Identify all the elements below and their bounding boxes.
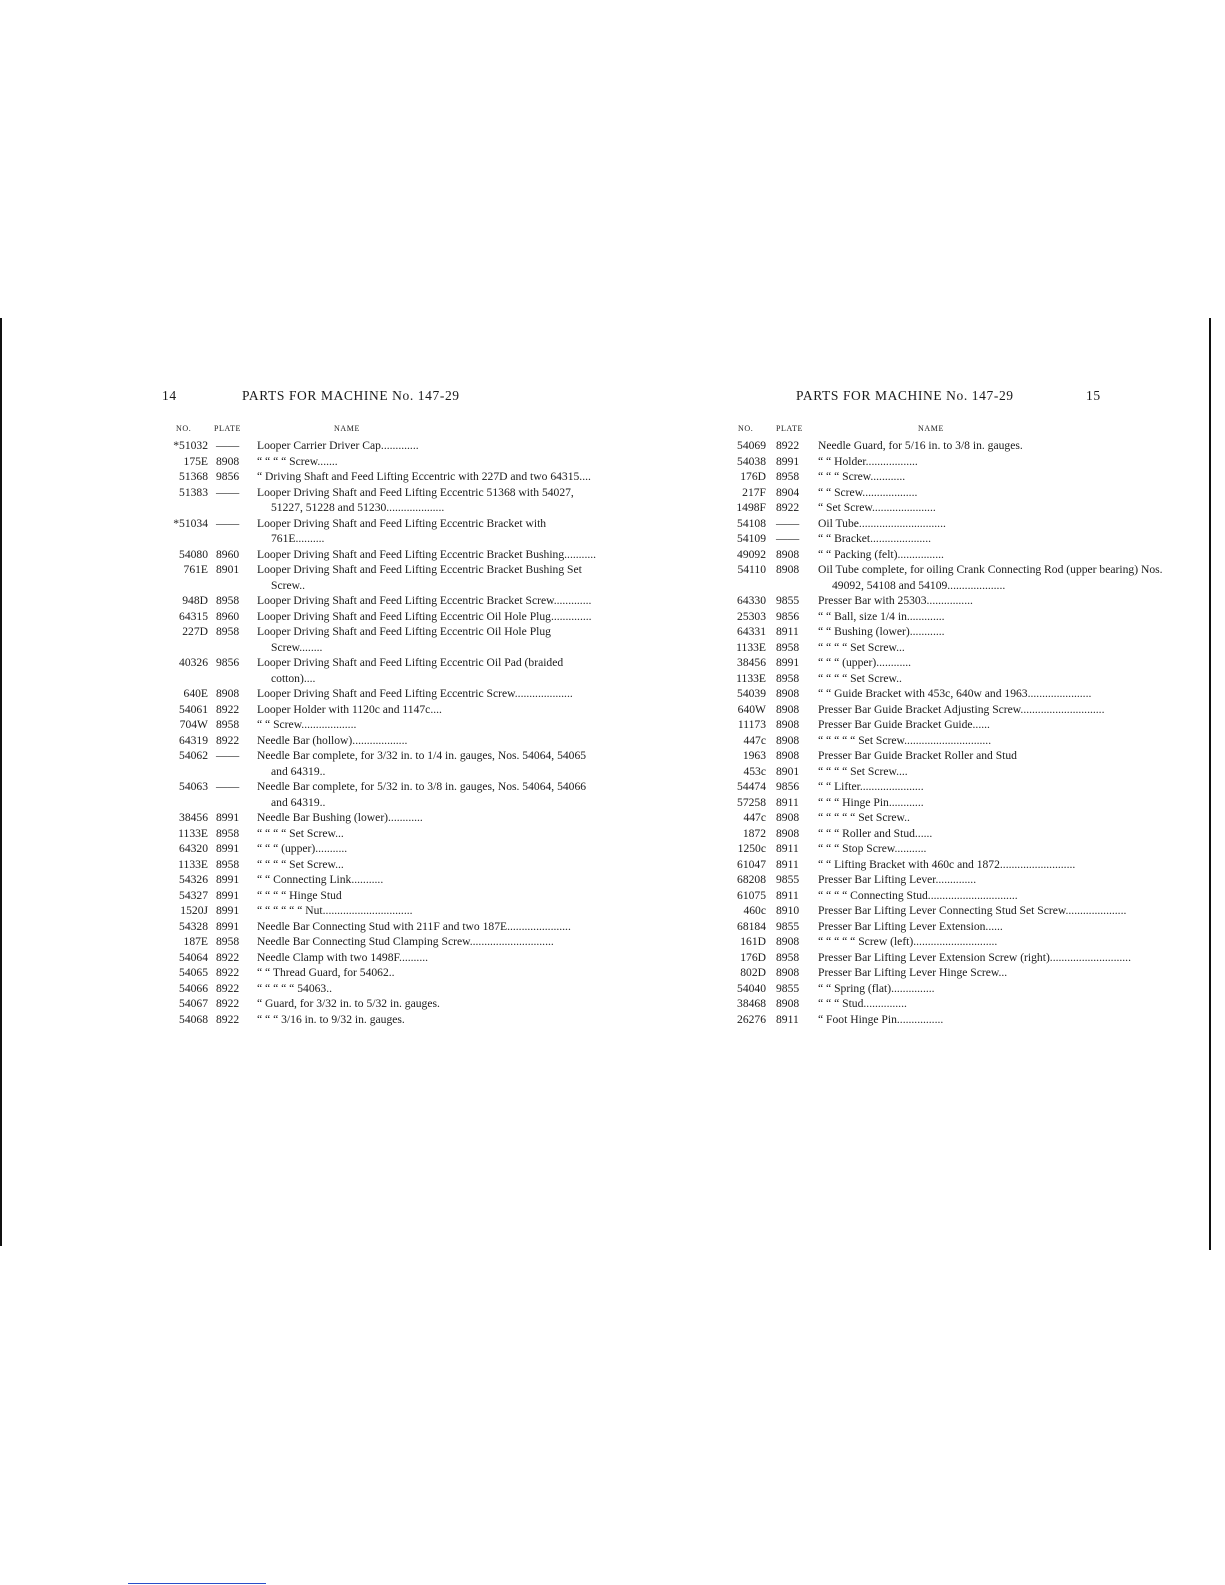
plate-number: 8958 xyxy=(216,718,240,731)
part-name: “ “ “ (upper)............ xyxy=(818,656,912,669)
plate-number: 8911 xyxy=(776,1012,799,1026)
plate-number: 8991 xyxy=(216,888,240,902)
part-name: “ “ “ “ Connecting Stud............................... xyxy=(818,888,1018,902)
table-row xyxy=(732,810,1172,826)
plate-number: 8911 xyxy=(776,857,799,871)
plate-number: 8991 xyxy=(216,873,240,886)
part-name: Presser Bar Lifting Lever.............. xyxy=(818,873,977,886)
part-name: “ “ “ “ “ “ Nut............................... xyxy=(257,904,413,917)
plate-number: 8908 xyxy=(776,935,800,948)
table-row xyxy=(732,516,1172,532)
table-row xyxy=(732,872,1172,888)
part-number: 54474 xyxy=(737,780,766,793)
column-header-plate: PLATE xyxy=(214,424,241,433)
plate-number: 8991 xyxy=(216,904,240,917)
table-row xyxy=(162,841,602,857)
part-name: Needle Bar Connecting Stud Clamping Screw............................. xyxy=(257,935,554,948)
part-number: 1498F xyxy=(736,501,766,514)
table-row xyxy=(162,903,602,919)
table-row xyxy=(732,965,1172,981)
part-number: 640E xyxy=(183,687,208,700)
table-row xyxy=(162,950,602,966)
part-number: 54038 xyxy=(737,454,766,468)
plate-number: 8922 xyxy=(216,997,240,1010)
plate-number: 8958 xyxy=(216,826,240,840)
part-number: 51368 xyxy=(179,470,208,483)
table-row xyxy=(732,779,1172,795)
part-name: Looper Driving Shaft and Feed Lifting Eccentric Oil Pad (braided cotton).... xyxy=(257,656,564,685)
part-name: “ Driving Shaft and Feed Lifting Eccentric with 227D and two 64315.... xyxy=(257,470,591,483)
part-name: Looper Holder with 1120c and 1147c.... xyxy=(257,702,442,716)
part-number: 51383 xyxy=(179,485,208,499)
table-row xyxy=(732,531,1172,547)
part-number: 176D xyxy=(740,470,766,483)
part-number: 54067 xyxy=(179,997,208,1010)
part-name: Needle Bar complete, for 3/32 in. to 1/4 in. gauges, Nos. 54064, 54065 and 64319.. xyxy=(257,749,587,778)
part-name: Looper Carrier Driver Cap............. xyxy=(257,439,419,452)
part-name: “ “ “ “ Hinge Stud xyxy=(257,888,342,902)
part-name: “ “ Packing (felt)................ xyxy=(818,547,944,561)
part-number: 54065 xyxy=(179,966,208,979)
plate-number: —— xyxy=(216,485,240,499)
part-number: 64331 xyxy=(737,625,766,638)
plate-number: 8958 xyxy=(216,594,240,607)
table-row xyxy=(162,686,602,702)
plate-number: —— xyxy=(216,749,240,762)
part-number: 54326 xyxy=(179,873,208,886)
part-number: 802D xyxy=(740,966,766,979)
part-name: Looper Driving Shaft and Feed Lifting Eccentric Bracket Bushing Set Screw.. xyxy=(257,563,582,592)
plate-number: 8958 xyxy=(216,857,240,871)
table-row xyxy=(162,857,602,873)
table-row xyxy=(732,934,1172,950)
part-name: “ “ Screw................... xyxy=(257,718,357,731)
plate-number: 8960 xyxy=(216,609,240,623)
plate-number: 9856 xyxy=(216,656,240,669)
part-number: 54063 xyxy=(179,780,208,793)
part-number: 1133E xyxy=(736,671,766,685)
part-number: 54068 xyxy=(179,1012,208,1026)
part-name: Looper Driving Shaft and Feed Lifting Eccentric Bracket with 761E.......... xyxy=(257,516,547,545)
plate-number: 8922 xyxy=(776,501,800,514)
plate-number: 8911 xyxy=(776,888,799,902)
part-name: “ “ “ Stud............... xyxy=(818,997,907,1010)
table-row xyxy=(732,485,1172,501)
table-row xyxy=(162,733,602,749)
part-number: 54328 xyxy=(179,919,208,933)
part-name: “ “ Guide Bracket with 453c, 640w and 1963...................... xyxy=(818,687,1092,700)
table-row xyxy=(162,469,602,485)
plate-number: 8922 xyxy=(216,733,240,747)
table-row xyxy=(162,516,602,547)
part-name: “ “ Spring (flat)............... xyxy=(818,981,935,995)
part-number: 54064 xyxy=(179,950,208,964)
table-row xyxy=(732,686,1172,702)
plate-number: 8908 xyxy=(776,733,800,747)
table-row xyxy=(162,593,602,609)
table-row xyxy=(162,609,602,625)
part-number: 54109 xyxy=(737,532,766,545)
table-row xyxy=(162,624,602,655)
table-row xyxy=(162,965,602,981)
part-name: Looper Driving Shaft and Feed Lifting Eccentric Oil Hole Plug.............. xyxy=(257,609,592,623)
part-number: 1872 xyxy=(742,826,766,840)
plate-number: 8991 xyxy=(776,454,800,468)
part-number: 187E xyxy=(183,935,208,948)
right-page xyxy=(732,388,1172,1027)
part-name: “ “ Lifter...................... xyxy=(818,780,924,793)
plate-number: 8922 xyxy=(216,981,240,995)
part-name: “ Guard, for 3/32 in. to 5/32 in. gauges. xyxy=(257,997,440,1010)
part-number: 640W xyxy=(737,702,766,716)
part-name: “ “ “ “ Set Screw... xyxy=(257,826,344,840)
part-name: Looper Driving Shaft and Feed Lifting Eccentric 51368 with 54027, 51227, 51228 and 51230.................... xyxy=(257,485,574,514)
plate-number: 8958 xyxy=(776,950,800,964)
plate-number: 8908 xyxy=(776,687,800,700)
part-name: Presser Bar Lifting Lever Connecting Stud Set Screw..................... xyxy=(818,904,1127,917)
table-row xyxy=(162,810,602,826)
page-number: 15 xyxy=(1086,388,1101,403)
plate-number: 9855 xyxy=(776,594,800,607)
part-name: “ “ “ “ Screw....... xyxy=(257,454,338,468)
table-row xyxy=(732,438,1172,454)
part-name: Oil Tube.............................. xyxy=(818,516,946,530)
table-row xyxy=(732,733,1172,749)
part-number: 54069 xyxy=(737,439,766,452)
part-name: Presser Bar Lifting Lever Extension...... xyxy=(818,919,1003,933)
plate-number: 8908 xyxy=(776,966,800,979)
scan-edge-top-left xyxy=(0,318,2,1246)
table-row xyxy=(162,702,602,718)
part-number: 38468 xyxy=(737,997,766,1010)
plate-number: 8958 xyxy=(776,671,800,685)
scan-edge-bottom xyxy=(128,1583,266,1584)
plate-number: —— xyxy=(216,516,240,530)
part-number: 38456 xyxy=(179,811,208,824)
part-number: 460c xyxy=(743,904,766,917)
table-row xyxy=(162,547,602,563)
table-row xyxy=(732,795,1172,811)
plate-number: 8922 xyxy=(216,702,240,716)
part-name: Looper Driving Shaft and Feed Lifting Eccentric Oil Hole Plug Screw........ xyxy=(257,625,551,654)
plate-number: 8922 xyxy=(216,966,240,979)
table-row xyxy=(732,593,1172,609)
page-title: PARTS FOR MACHINE No. 147-29 xyxy=(242,388,460,403)
table-row xyxy=(162,485,602,516)
table-row xyxy=(732,624,1172,640)
column-header-no: NO. xyxy=(176,424,192,433)
table-row xyxy=(162,438,602,454)
part-number: 61047 xyxy=(737,857,766,871)
table-row xyxy=(732,655,1172,671)
plate-number: 8908 xyxy=(776,547,800,561)
table-row xyxy=(162,1012,602,1028)
column-header-plate: PLATE xyxy=(776,424,803,433)
part-name: “ “ “ “ Set Screw.... xyxy=(818,764,908,778)
part-number: 54108 xyxy=(737,516,766,530)
plate-number: 8908 xyxy=(776,749,800,762)
plate-number: —— xyxy=(216,439,240,452)
part-number: 447c xyxy=(743,733,766,747)
column-headers xyxy=(732,424,1172,438)
part-name: “ “ Connecting Link........... xyxy=(257,873,384,886)
part-number: 57258 xyxy=(737,795,766,809)
part-number: 64315 xyxy=(179,609,208,623)
part-number: 227D xyxy=(182,625,208,638)
part-name: “ “ Holder.................. xyxy=(818,454,918,468)
scan-edge-right xyxy=(1209,318,1211,1250)
part-number: 61075 xyxy=(737,888,766,902)
table-row xyxy=(732,609,1172,625)
plate-number: 8908 xyxy=(216,454,240,468)
part-name: Needle Clamp with two 1498F.......... xyxy=(257,950,429,964)
table-row xyxy=(162,888,602,904)
part-number: 948D xyxy=(182,594,208,607)
table-row xyxy=(732,903,1172,919)
table-row xyxy=(162,562,602,593)
part-number: 175E xyxy=(183,454,208,468)
part-number: 25303 xyxy=(737,609,766,623)
plate-number: 8960 xyxy=(216,547,240,561)
part-name: “ “ “ Screw............ xyxy=(818,470,906,483)
part-name: “ Foot Hinge Pin................ xyxy=(818,1012,944,1026)
part-name: Looper Driving Shaft and Feed Lifting Eccentric Bracket Bushing........... xyxy=(257,547,597,561)
plate-number: 8908 xyxy=(776,563,800,576)
part-number: 217F xyxy=(742,485,766,499)
table-row xyxy=(732,748,1172,764)
table-row xyxy=(162,748,602,779)
part-name: Looper Driving Shaft and Feed Lifting Eccentric Screw.................... xyxy=(257,687,573,700)
plate-number: —— xyxy=(776,516,800,530)
table-row xyxy=(732,640,1172,656)
table-row xyxy=(162,655,602,686)
plate-number: 8911 xyxy=(776,842,799,855)
part-name: Presser Bar Guide Bracket Adjusting Screw............................. xyxy=(818,702,1105,716)
page-number: 14 xyxy=(162,388,177,403)
part-name: “ “ “ “ Set Screw... xyxy=(257,857,344,871)
table-row xyxy=(162,872,602,888)
table-row xyxy=(732,500,1172,516)
part-name: “ “ “ Hinge Pin............ xyxy=(818,795,924,809)
part-number: 49092 xyxy=(737,547,766,561)
part-name: Needle Bar Connecting Stud with 211F and two 187E...................... xyxy=(257,919,571,933)
part-number: 453c xyxy=(743,764,766,778)
plate-number: 8901 xyxy=(216,563,240,576)
part-name: “ “ Bracket..................... xyxy=(818,532,932,545)
plate-number: 8911 xyxy=(776,795,799,809)
table-row xyxy=(732,562,1172,593)
part-name: Presser Bar Guide Bracket Guide...... xyxy=(818,718,990,731)
table-row xyxy=(162,919,602,935)
plate-number: 8958 xyxy=(216,935,240,948)
table-row xyxy=(732,919,1172,935)
part-number: 1520J xyxy=(180,904,208,917)
plate-number: 9855 xyxy=(776,919,800,933)
table-row xyxy=(732,888,1172,904)
part-number: 38456 xyxy=(737,656,766,669)
part-name: “ Set Screw...................... xyxy=(818,501,936,514)
part-name: Needle Bar (hollow)................... xyxy=(257,733,408,747)
plate-number: 8922 xyxy=(216,1012,240,1026)
plate-number: 8958 xyxy=(216,625,240,638)
table-row xyxy=(162,996,602,1012)
column-header-name: NAME xyxy=(334,424,360,433)
plate-number: 8991 xyxy=(216,811,240,824)
part-number: 68184 xyxy=(737,919,766,933)
page-title: PARTS FOR MACHINE No. 147-29 xyxy=(796,388,1014,403)
table-row xyxy=(732,981,1172,997)
plate-number: 8958 xyxy=(776,640,800,654)
plate-number: 8991 xyxy=(216,842,240,855)
part-number: 704W xyxy=(179,718,208,731)
part-number: 26276 xyxy=(737,1012,766,1026)
part-name: Presser Bar Guide Bracket Roller and Stud xyxy=(818,749,1017,762)
column-header-name: NAME xyxy=(918,424,944,433)
column-header-no: NO. xyxy=(738,424,754,433)
part-number: 54061 xyxy=(179,702,208,716)
table-row xyxy=(732,950,1172,966)
plate-number: 8904 xyxy=(776,485,800,499)
table-row xyxy=(162,779,602,810)
plate-number: 8908 xyxy=(776,826,800,840)
part-name: “ “ “ “ “ 54063.. xyxy=(257,981,333,995)
plate-number: 9855 xyxy=(776,981,800,995)
table-row xyxy=(162,717,602,733)
plate-number: 8922 xyxy=(776,439,800,452)
part-name: “ “ “ “ “ Set Screw.. xyxy=(818,811,910,824)
part-number: 54327 xyxy=(179,888,208,902)
left-page xyxy=(162,388,602,1027)
part-name: “ “ Bushing (lower)............ xyxy=(818,625,945,638)
table-row xyxy=(732,469,1172,485)
part-name: Needle Bar Bushing (lower)............ xyxy=(257,811,423,824)
part-name: Looper Driving Shaft and Feed Lifting Eccentric Bracket Screw............. xyxy=(257,594,592,607)
part-number: 54040 xyxy=(737,981,766,995)
table-row xyxy=(732,671,1172,687)
plate-number: 8908 xyxy=(776,702,800,716)
part-number: 54039 xyxy=(737,687,766,700)
part-name: “ “ Lifting Bracket with 460c and 1872.......................... xyxy=(818,857,1076,871)
part-name: “ “ “ “ “ Set Screw.............................. xyxy=(818,733,992,747)
part-name: “ “ Ball, size 1/4 in............. xyxy=(818,609,945,623)
part-number: *51034 xyxy=(173,516,208,530)
table-row xyxy=(732,454,1172,470)
plate-number: 8991 xyxy=(216,919,240,933)
page-header xyxy=(162,388,602,412)
part-number: 1133E xyxy=(178,857,208,871)
part-number: 64320 xyxy=(179,842,208,855)
table-row xyxy=(732,547,1172,563)
plate-number: 9856 xyxy=(776,780,800,793)
part-name: “ “ “ “ Set Screw.. xyxy=(818,671,902,685)
plate-number: 9855 xyxy=(776,873,800,886)
part-number: 54110 xyxy=(737,563,766,576)
table-row xyxy=(732,826,1172,842)
column-headers xyxy=(162,424,602,438)
part-name: “ “ Screw................... xyxy=(818,485,918,499)
table-row xyxy=(732,1012,1172,1028)
plate-number: 9856 xyxy=(216,470,240,483)
plate-number: 8908 xyxy=(776,997,800,1010)
part-name: “ “ “ “ Set Screw... xyxy=(818,640,905,654)
part-number: 11173 xyxy=(737,718,766,731)
part-name: Presser Bar with 25303................ xyxy=(818,594,973,607)
part-number: 64330 xyxy=(737,594,766,607)
table-row xyxy=(162,454,602,470)
part-number: 1133E xyxy=(736,640,766,654)
part-name: “ “ “ 3/16 in. to 9/32 in. gauges. xyxy=(257,1012,405,1026)
table-row xyxy=(732,857,1172,873)
part-number: 1963 xyxy=(742,749,766,762)
table-row xyxy=(732,996,1172,1012)
part-number: 64319 xyxy=(179,733,208,747)
part-name: “ “ Thread Guard, for 54062.. xyxy=(257,966,395,979)
part-number: 54080 xyxy=(179,547,208,561)
table-row xyxy=(162,826,602,842)
parts-list xyxy=(732,438,1172,1027)
plate-number: 8958 xyxy=(776,470,800,483)
table-row xyxy=(162,934,602,950)
part-name: “ “ “ “ “ Screw (left)............................. xyxy=(818,935,998,948)
part-number: 68208 xyxy=(737,873,766,886)
part-number: 176D xyxy=(740,950,766,964)
part-name: “ “ “ Stop Screw........... xyxy=(818,842,927,855)
plate-number: 8901 xyxy=(776,764,800,778)
part-number: 54066 xyxy=(179,981,208,995)
plate-number: 8908 xyxy=(776,811,800,824)
table-row xyxy=(732,841,1172,857)
plate-number: 9856 xyxy=(776,609,800,623)
plate-number: 8991 xyxy=(776,656,800,669)
plate-number: 8908 xyxy=(216,687,240,700)
part-number: *51032 xyxy=(173,439,208,452)
part-name: Presser Bar Lifting Lever Hinge Screw... xyxy=(818,966,1008,979)
part-name: Needle Bar complete, for 5/32 in. to 3/8 in. gauges, Nos. 54064, 54066 and 64319.. xyxy=(257,780,587,809)
part-name: Presser Bar Lifting Lever Extension Screw (right)............................ xyxy=(818,950,1131,964)
table-row xyxy=(162,981,602,997)
part-number: 1133E xyxy=(178,826,208,840)
plate-number: 8908 xyxy=(776,718,800,731)
part-name: Oil Tube complete, for oiling Crank Connecting Rod (upper bearing) Nos. 49092, 54108 and 54109.................... xyxy=(818,563,1163,592)
part-number: 1250c xyxy=(737,842,766,855)
page-header xyxy=(732,388,1172,412)
table-row xyxy=(732,764,1172,780)
part-name: “ “ “ Roller and Stud...... xyxy=(818,826,933,840)
part-number: 447c xyxy=(743,811,766,824)
plate-number: —— xyxy=(216,780,240,793)
part-name: Needle Guard, for 5/16 in. to 3/8 in. gauges. xyxy=(818,439,1023,452)
table-row xyxy=(732,717,1172,733)
parts-list xyxy=(162,438,602,1027)
plate-number: —— xyxy=(776,532,800,545)
part-number: 761E xyxy=(183,563,208,576)
part-name: “ “ “ (upper)........... xyxy=(257,842,348,855)
part-number: 161D xyxy=(740,935,766,948)
part-number: 40326 xyxy=(179,656,208,669)
plate-number: 8910 xyxy=(776,904,800,917)
plate-number: 8922 xyxy=(216,950,240,964)
plate-number: 8911 xyxy=(776,625,799,638)
table-row xyxy=(732,702,1172,718)
part-number: 54062 xyxy=(179,749,208,762)
